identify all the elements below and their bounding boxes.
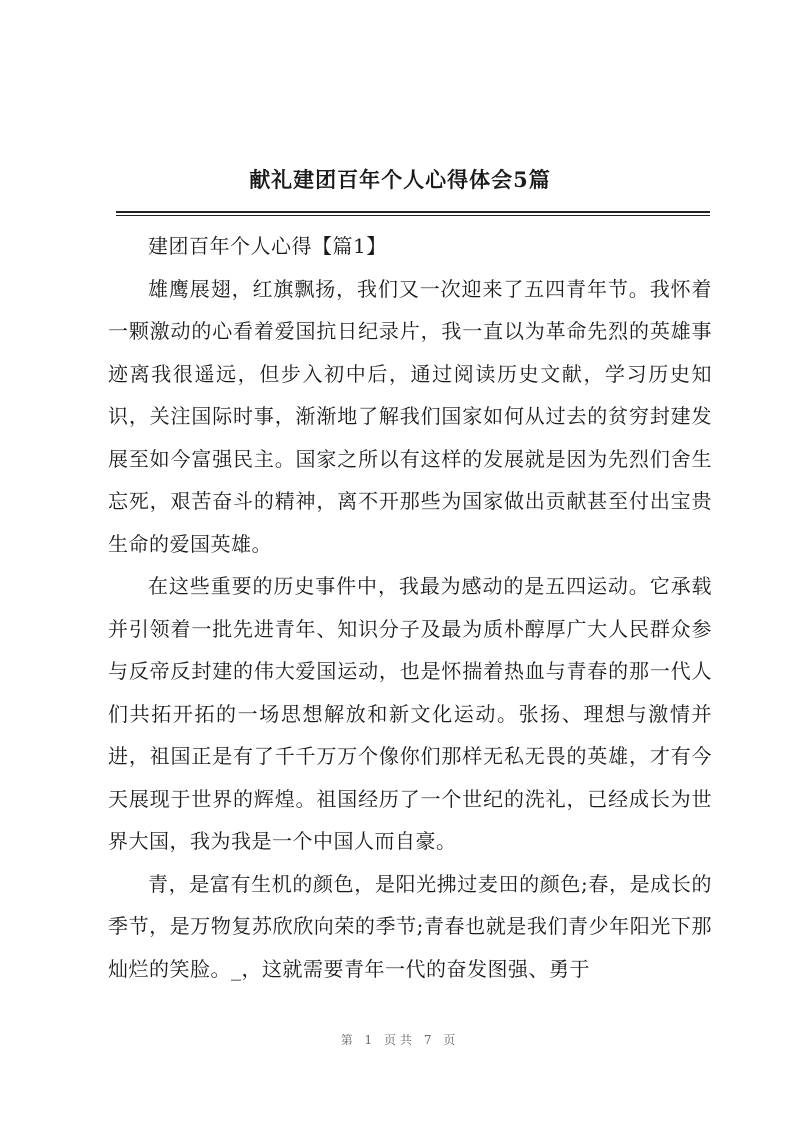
title-rule-thin	[116, 215, 710, 216]
paragraph: 青，是富有生机的颜色，是阳光拂过麦田的颜色;春，是成长的季节，是万物复苏欣欣向荣的季节;青春也就是我们青少年阳光下那灿烂的笑脸。_，这就需要青年一代的奋发图强、勇于	[108, 871, 712, 981]
section-heading: 建团百年个人心得【篇1】	[148, 234, 387, 258]
paragraph: 在这些重要的历史事件中，我最为感动的是五四运动。它承载并引领着一批先进青年、知识分子及最为质朴醇厚广大人民群众参与反帝反封建的伟大爱国运动，也是怀揣着热血与青春的那一代人们共拓开拓的一场思想解放和新文化运动。张扬、理想与激情并进，祖国正是有了千千万万个像你们那样无私无畏的英雄，才有今天展现于世界的辉煌。祖国经历了一个世纪的洗礼，已经成长为世界大国，我为我是一个中国人而自豪。	[108, 574, 712, 853]
page-number-footer: 第 1 页共 7 页	[340, 1033, 460, 1047]
paragraph: 雄鹰展翅，红旗飘扬，我们又一次迎来了五四青年节。我怀着一颗激动的心看着爱国抗日纪录片，我一直以为革命先烈的英雄事迹离我很遥远，但步入初中后，通过阅读历史文献，学习历史知识，关注国际时事，渐渐地了解我们国家如何从过去的贫穷封建发展至如今富强民主。国家之所以有这样的发展就是因为先烈们舍生忘死，艰苦奋斗的精神，离不开那些为国家做出贡献甚至付出宝贵生命的爱国英雄。	[108, 276, 712, 556]
document-title: 献礼建团百年个人心得体会5篇	[249, 167, 551, 192]
document-body	[108, 225, 712, 990]
title-rule-thick	[116, 211, 710, 213]
